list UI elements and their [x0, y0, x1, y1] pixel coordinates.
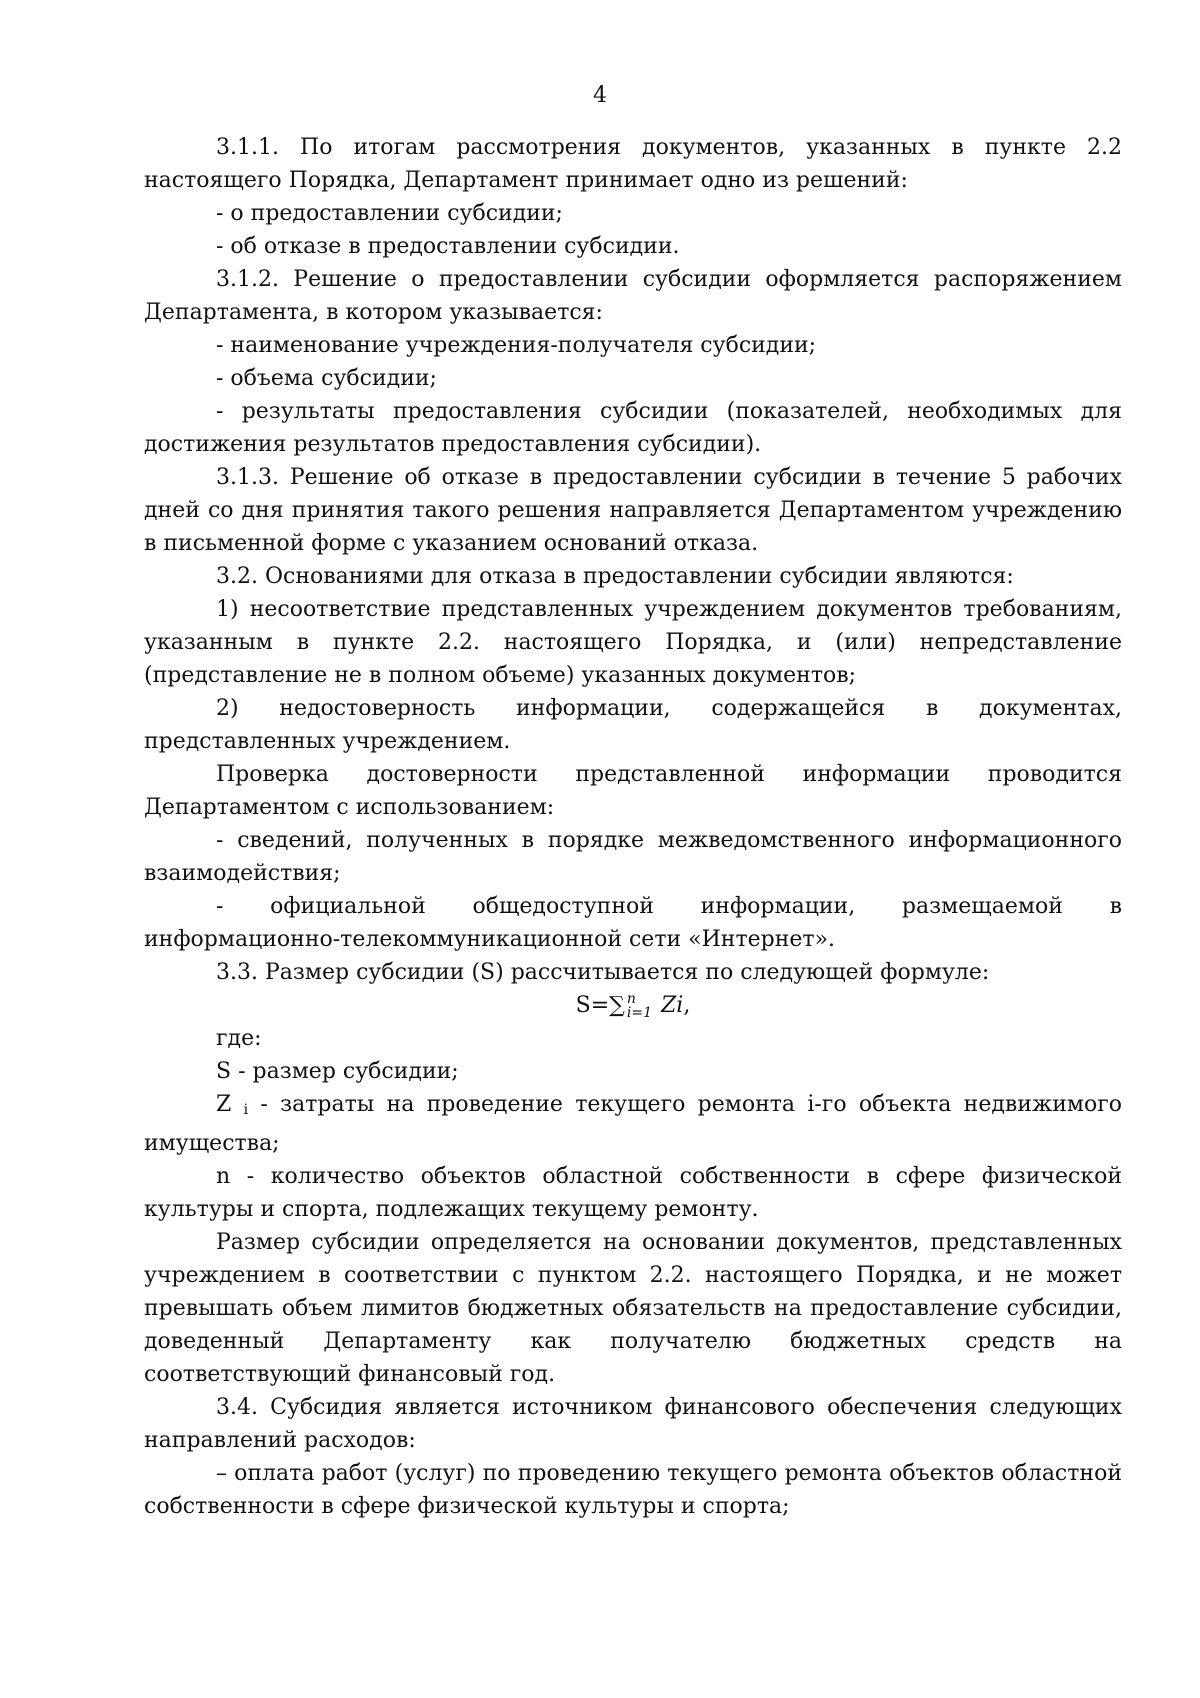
subsidy-formula [144, 989, 1122, 1022]
document-body [144, 131, 1122, 1523]
z-variable: Z [216, 1092, 232, 1117]
page-number: 4 [593, 83, 607, 108]
sum-lower-limit: i=1 [626, 1005, 653, 1021]
paragraph-3-1-1: 3.1.1. По итогам рассмотрения документов, указанных в пункте 2.2 настоящего Порядка, Департамент принимает одно из решений: [144, 135, 1122, 193]
z-subscript: i [243, 1102, 249, 1118]
paragraph-verification: Проверка достоверности представленной информации проводится Департаментом с использованием: [144, 762, 1122, 820]
paragraph-3-2: 3.2. Основаниями для отказа в предоставлении субсидии являются: [216, 564, 1014, 589]
list-item: - о предоставлении субсидии; [216, 201, 563, 226]
list-item: – оплата работ (услуг) по проведению текущего ремонта объектов областной собственности в сфере физической культуры и спорта; [144, 1461, 1122, 1519]
definition-n: n - количество объектов областной собственности в сфере физической культуры и спорта, подлежащих текущему ремонту. [144, 1164, 1122, 1222]
where-label: где: [216, 1026, 262, 1051]
formula-term: Zi [654, 993, 684, 1018]
list-item: 2) недостоверность информации, содержащейся в документах, представленных учреждением. [144, 696, 1122, 754]
formula-tail: , [683, 993, 691, 1018]
list-item: - объема субсидии; [216, 366, 437, 391]
paragraph-3-3: 3.3. Размер субсидии (S) рассчитывается по следующей формуле: [216, 960, 990, 985]
sum-upper-limit: n [626, 991, 636, 1007]
z-definition-text: - затраты на проведение текущего ремонта i-го объекта недвижимого имущества; [144, 1092, 1122, 1156]
paragraph-3-1-3: 3.1.3. Решение об отказе в предоставлении субсидии в течение 5 рабочих дней со дня принятия такого решения направляется Департаментом учреждению в письменной форме с указанием оснований отказа. [144, 465, 1122, 556]
definition-z [144, 1088, 1122, 1160]
list-item: 1) несоответствие представленных учреждением документов требованиям, указанным в пункте 2.2. настоящего Порядка, и (или) непредставление (представление не в полном объеме) указанных документов; [144, 597, 1122, 688]
paragraph-3-4: 3.4. Субсидия является источником финансового обеспечения следующих направлений расходов: [144, 1395, 1122, 1453]
sum-limits [627, 992, 652, 1020]
list-item: - сведений, полученных в порядке межведомственного информационного взаимодействия; [144, 828, 1122, 886]
list-item: - результаты предоставления субсидии (показателей, необходимых для достижения результатов предоставления субсидии). [144, 399, 1122, 457]
sum-symbol: ∑ [609, 993, 625, 1018]
list-item: - официальной общедоступной информации, размещаемой в информационно-телекоммуникационной сети «Интернет». [144, 894, 1122, 952]
definition-s: S - размер субсидии; [216, 1059, 459, 1084]
list-item: - об отказе в предоставлении субсидии. [216, 234, 680, 259]
list-item: - наименование учреждения-получателя субсидии; [216, 333, 817, 358]
paragraph-subsidy-limit: Размер субсидии определяется на основании документов, представленных учреждением в соответствии с пунктом 2.2. настоящего Порядка, и не может превышать объем лимитов бюджетных обязательств на предоставление субсидии, доведенный Департаменту как получателю бюджетных средств на соответствующий финансовый год. [144, 1230, 1122, 1387]
formula-lhs: S= [575, 993, 610, 1018]
paragraph-3-1-2: 3.1.2. Решение о предоставлении субсидии оформляется распоряжением Департамента, в котором указывается: [144, 267, 1122, 325]
